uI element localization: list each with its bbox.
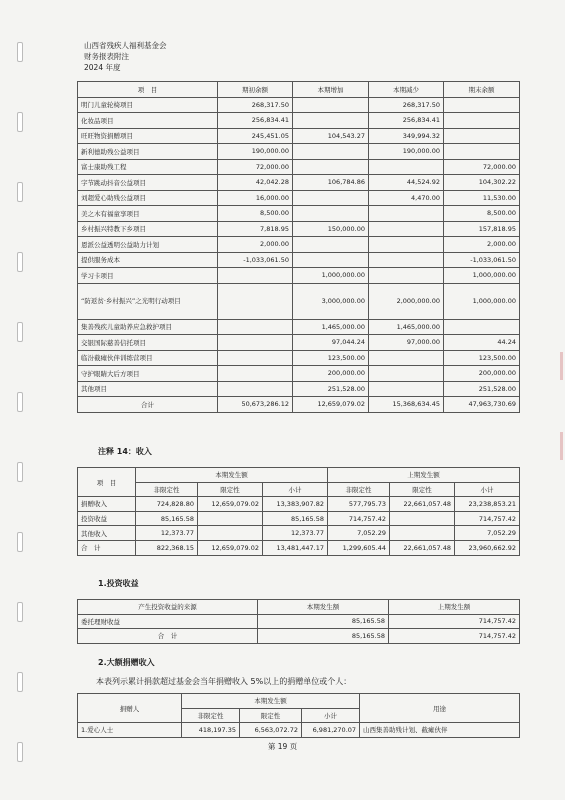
table-cell: 268,317.50 bbox=[218, 97, 293, 113]
header-cell: 本期发生额 bbox=[182, 694, 360, 709]
table-subheader-row bbox=[78, 482, 520, 497]
table-row bbox=[78, 723, 520, 738]
table-cell: 11,530.00 bbox=[444, 190, 520, 206]
donation-table bbox=[77, 693, 520, 738]
table-cell bbox=[444, 319, 520, 335]
table-cell: 23,238,853.21 bbox=[455, 497, 520, 512]
table-cell bbox=[390, 526, 455, 541]
table-cell: 12,373.77 bbox=[263, 526, 328, 541]
table-cell bbox=[218, 381, 293, 397]
table-row bbox=[78, 144, 520, 160]
table-cell: 44,524.92 bbox=[369, 175, 444, 191]
table-cell bbox=[369, 206, 444, 222]
header-cell: 期初余额 bbox=[218, 82, 293, 98]
edge-mark bbox=[560, 352, 563, 380]
table-cell: 251,528.00 bbox=[293, 381, 369, 397]
header-cell: 期末余额 bbox=[444, 82, 520, 98]
table-cell: 22,661,057.48 bbox=[390, 540, 455, 555]
table-cell: 刘超爱心助残公益项目 bbox=[78, 190, 218, 206]
table-cell bbox=[293, 159, 369, 175]
table-cell: 72,000.00 bbox=[444, 159, 520, 175]
table-cell bbox=[444, 113, 520, 129]
table-cell: 1.爱心人士 bbox=[78, 723, 182, 738]
header-cell: 上期发生额 bbox=[328, 468, 520, 483]
table-cell bbox=[198, 511, 263, 526]
table-row bbox=[78, 540, 520, 555]
table-row bbox=[78, 268, 520, 284]
header-cell: 项 目 bbox=[78, 468, 136, 497]
table-cell: 256,834.41 bbox=[218, 113, 293, 129]
table-cell bbox=[293, 190, 369, 206]
table-row bbox=[78, 335, 520, 351]
header-cell: 用途 bbox=[360, 694, 520, 723]
table-cell: 8,500.00 bbox=[444, 206, 520, 222]
table-row bbox=[78, 629, 520, 644]
table-cell: 190,000.00 bbox=[369, 144, 444, 160]
table-cell: 22,661,057.48 bbox=[390, 497, 455, 512]
table-cell: 化妆品项目 bbox=[78, 113, 218, 129]
table-cell: 集善残疾儿童助养应急救护项目 bbox=[78, 319, 218, 335]
table-cell: 104,302.22 bbox=[444, 175, 520, 191]
table-header-row bbox=[78, 600, 520, 615]
investment-title: 1.投资收益 bbox=[98, 579, 139, 588]
table-cell: 822,368.15 bbox=[136, 540, 198, 555]
table-cell bbox=[218, 335, 293, 351]
table-row bbox=[78, 283, 520, 319]
table-cell: 提供服务成本 bbox=[78, 252, 218, 268]
table-cell bbox=[218, 268, 293, 284]
project-balance-table bbox=[77, 81, 520, 413]
header-cell: 小计 bbox=[263, 482, 328, 497]
table-cell: 85,165.58 bbox=[258, 614, 389, 629]
table-cell: 44.24 bbox=[444, 335, 520, 351]
table-cell: 合 计 bbox=[78, 540, 136, 555]
table-cell bbox=[293, 97, 369, 113]
header-cell: 非限定性 bbox=[328, 482, 390, 497]
org-name: 山西省残疾人福利基金会 bbox=[84, 41, 167, 50]
header-cell: 本期发生额 bbox=[258, 600, 389, 615]
table-cell bbox=[218, 350, 293, 366]
table-cell: 捐赠收入 bbox=[78, 497, 136, 512]
table-cell: 12,659,079.02 bbox=[293, 397, 369, 413]
report-title: 财务报表附注 bbox=[84, 52, 129, 61]
table-cell: 12,659,079.02 bbox=[198, 497, 263, 512]
table-header-row bbox=[78, 82, 520, 98]
table-cell: 学习卡项目 bbox=[78, 268, 218, 284]
header-cell: 捐赠人 bbox=[78, 694, 182, 723]
table-cell: 富士康助残工程 bbox=[78, 159, 218, 175]
table-cell: 其他项目 bbox=[78, 381, 218, 397]
table-row bbox=[78, 397, 520, 413]
table-cell bbox=[444, 128, 520, 144]
table-cell: 字节跳动抖音公益项目 bbox=[78, 175, 218, 191]
table-cell: 8,500.00 bbox=[218, 206, 293, 222]
table-cell: 临汾截瘫伙伴训练营项目 bbox=[78, 350, 218, 366]
table-row bbox=[78, 97, 520, 113]
table-cell: 1,000,000.00 bbox=[444, 268, 520, 284]
table-cell: 合计 bbox=[78, 397, 218, 413]
table-cell: 123,500.00 bbox=[444, 350, 520, 366]
header-cell: 非限定性 bbox=[136, 482, 198, 497]
table-cell: 23,960,662.92 bbox=[455, 540, 520, 555]
document-header bbox=[84, 40, 167, 73]
table-cell bbox=[444, 144, 520, 160]
table-cell bbox=[369, 366, 444, 382]
header-cell: 本期减少 bbox=[369, 82, 444, 98]
table-cell: 47,963,730.69 bbox=[444, 397, 520, 413]
table-cell: 7,818.95 bbox=[218, 221, 293, 237]
table-row bbox=[78, 221, 520, 237]
table-cell: 72,000.00 bbox=[218, 159, 293, 175]
table-cell: 2,000,000.00 bbox=[369, 283, 444, 319]
table-cell: 守护眼睛大后方项目 bbox=[78, 366, 218, 382]
table-cell: 1,465,000.00 bbox=[293, 319, 369, 335]
table-cell: 268,317.50 bbox=[369, 97, 444, 113]
table-cell: 714,757.42 bbox=[455, 511, 520, 526]
table-cell: 418,197.35 bbox=[182, 723, 240, 738]
table-cell: 12,659,079.02 bbox=[198, 540, 263, 555]
table-row bbox=[78, 175, 520, 191]
table-cell: 245,451.05 bbox=[218, 128, 293, 144]
table-cell: 42,042.28 bbox=[218, 175, 293, 191]
table-cell: 123,500.00 bbox=[293, 350, 369, 366]
table-cell: 1,000,000.00 bbox=[444, 283, 520, 319]
table-cell: 157,818.95 bbox=[444, 221, 520, 237]
table-cell: 85,165.58 bbox=[263, 511, 328, 526]
table-cell bbox=[390, 511, 455, 526]
donation-title: 2.大额捐赠收入 bbox=[98, 658, 155, 667]
table-row bbox=[78, 206, 520, 222]
edge-mark bbox=[560, 432, 563, 460]
table-cell bbox=[293, 252, 369, 268]
table-cell: 1,465,000.00 bbox=[369, 319, 444, 335]
table-cell: 明门儿童轮椅项目 bbox=[78, 97, 218, 113]
table-cell: 6,563,072.72 bbox=[240, 723, 302, 738]
table-cell: 美之木有福童享项目 bbox=[78, 206, 218, 222]
table-header-row bbox=[78, 694, 520, 709]
header-cell: 本期增加 bbox=[293, 82, 369, 98]
table-cell: 714,757.42 bbox=[389, 629, 520, 644]
table-cell: 6,981,270.07 bbox=[302, 723, 360, 738]
table-row bbox=[78, 237, 520, 253]
table-cell: 4,470.00 bbox=[369, 190, 444, 206]
table-cell: 97,000.00 bbox=[369, 335, 444, 351]
table-row bbox=[78, 526, 520, 541]
table-cell bbox=[369, 268, 444, 284]
table-cell: 其他收入 bbox=[78, 526, 136, 541]
table-row bbox=[78, 511, 520, 526]
table-cell: 50,673,286.12 bbox=[218, 397, 293, 413]
table-cell: 2,000.00 bbox=[218, 237, 293, 253]
table-cell: -1,033,061.50 bbox=[444, 252, 520, 268]
header-cell: 小计 bbox=[455, 482, 520, 497]
table-cell: 256,834.41 bbox=[369, 113, 444, 129]
income-table bbox=[77, 467, 520, 556]
table-cell: -1,033,061.50 bbox=[218, 252, 293, 268]
table-cell: 旺旺物资捐赠项目 bbox=[78, 128, 218, 144]
table-row bbox=[78, 319, 520, 335]
table-cell: 新利德助残公益项目 bbox=[78, 144, 218, 160]
table-header-row bbox=[78, 468, 520, 483]
table-cell bbox=[198, 526, 263, 541]
table-row bbox=[78, 614, 520, 629]
table-cell: 106,784.86 bbox=[293, 175, 369, 191]
header-cell: 项 目 bbox=[78, 82, 218, 98]
table-cell: 合 计 bbox=[78, 629, 258, 644]
table-cell bbox=[293, 113, 369, 129]
table-cell: 7,052.29 bbox=[455, 526, 520, 541]
table-cell bbox=[218, 283, 293, 319]
table-cell: 97,044.24 bbox=[293, 335, 369, 351]
table-cell bbox=[444, 97, 520, 113]
table-cell: 200,000.00 bbox=[444, 366, 520, 382]
investment-table bbox=[77, 599, 520, 644]
note-14-title: 注释 14：收入 bbox=[98, 447, 152, 456]
table-row bbox=[78, 190, 520, 206]
table-cell: 200,000.00 bbox=[293, 366, 369, 382]
table-cell: 85,165.58 bbox=[258, 629, 389, 644]
table-cell: 7,052.29 bbox=[328, 526, 390, 541]
table-cell: 交银国际慈善信托项目 bbox=[78, 335, 218, 351]
table-cell bbox=[369, 159, 444, 175]
table-cell: 13,383,907.82 bbox=[263, 497, 328, 512]
table-cell bbox=[369, 237, 444, 253]
page-number: 第 19 页 bbox=[267, 742, 298, 751]
table-cell bbox=[369, 350, 444, 366]
table-cell: 349,994.32 bbox=[369, 128, 444, 144]
table-cell bbox=[218, 366, 293, 382]
table-cell: 恩派公益透明公益助力计划 bbox=[78, 237, 218, 253]
header-cell: 非限定性 bbox=[182, 708, 240, 723]
table-cell: 85,165.58 bbox=[136, 511, 198, 526]
table-cell: 委托理财收益 bbox=[78, 614, 258, 629]
table-row bbox=[78, 497, 520, 512]
table-row bbox=[78, 113, 520, 129]
table-cell: 1,000,000.00 bbox=[293, 268, 369, 284]
table-cell bbox=[369, 221, 444, 237]
table-row bbox=[78, 381, 520, 397]
table-cell: 乡村振兴特教下乡项目 bbox=[78, 221, 218, 237]
table-cell bbox=[369, 252, 444, 268]
table-cell bbox=[369, 381, 444, 397]
table-cell: 714,757.42 bbox=[389, 614, 520, 629]
table-cell: 577,795.73 bbox=[328, 497, 390, 512]
table-row bbox=[78, 350, 520, 366]
table-cell: 12,373.77 bbox=[136, 526, 198, 541]
table-cell: “防返贫·乡村振兴”之光明行动项目 bbox=[78, 283, 218, 319]
donation-note: 本表列示累计捐款超过基金会当年捐赠收入 5%以上的捐赠单位或个人： bbox=[96, 677, 352, 686]
table-cell bbox=[218, 319, 293, 335]
table-cell bbox=[293, 206, 369, 222]
table-cell: 190,000.00 bbox=[218, 144, 293, 160]
table-cell: 150,000.00 bbox=[293, 221, 369, 237]
table-row bbox=[78, 159, 520, 175]
table-cell: 山西集善助残计划、截瘫伙伴 bbox=[360, 723, 520, 738]
report-year: 2024 年度 bbox=[84, 63, 121, 72]
table-cell: 13,481,447.17 bbox=[263, 540, 328, 555]
table-cell bbox=[293, 144, 369, 160]
table-cell: 16,000.00 bbox=[218, 190, 293, 206]
table-cell: 104,543.27 bbox=[293, 128, 369, 144]
table-cell: 251,528.00 bbox=[444, 381, 520, 397]
table-cell bbox=[293, 237, 369, 253]
header-cell: 限定性 bbox=[390, 482, 455, 497]
table-cell: 714,757.42 bbox=[328, 511, 390, 526]
table-cell: 投资收益 bbox=[78, 511, 136, 526]
table-cell: 724,828.80 bbox=[136, 497, 198, 512]
table-cell: 3,000,000.00 bbox=[293, 283, 369, 319]
header-cell: 本期发生额 bbox=[136, 468, 328, 483]
table-cell: 2,000.00 bbox=[444, 237, 520, 253]
table-row bbox=[78, 366, 520, 382]
header-cell: 限定性 bbox=[198, 482, 263, 497]
table-cell: 1,299,605.44 bbox=[328, 540, 390, 555]
header-cell: 小计 bbox=[302, 708, 360, 723]
table-row bbox=[78, 128, 520, 144]
header-cell: 产生投资收益的来源 bbox=[78, 600, 258, 615]
table-cell: 15,368,634.45 bbox=[369, 397, 444, 413]
header-cell: 上期发生额 bbox=[389, 600, 520, 615]
table-row bbox=[78, 252, 520, 268]
header-cell: 限定性 bbox=[240, 708, 302, 723]
